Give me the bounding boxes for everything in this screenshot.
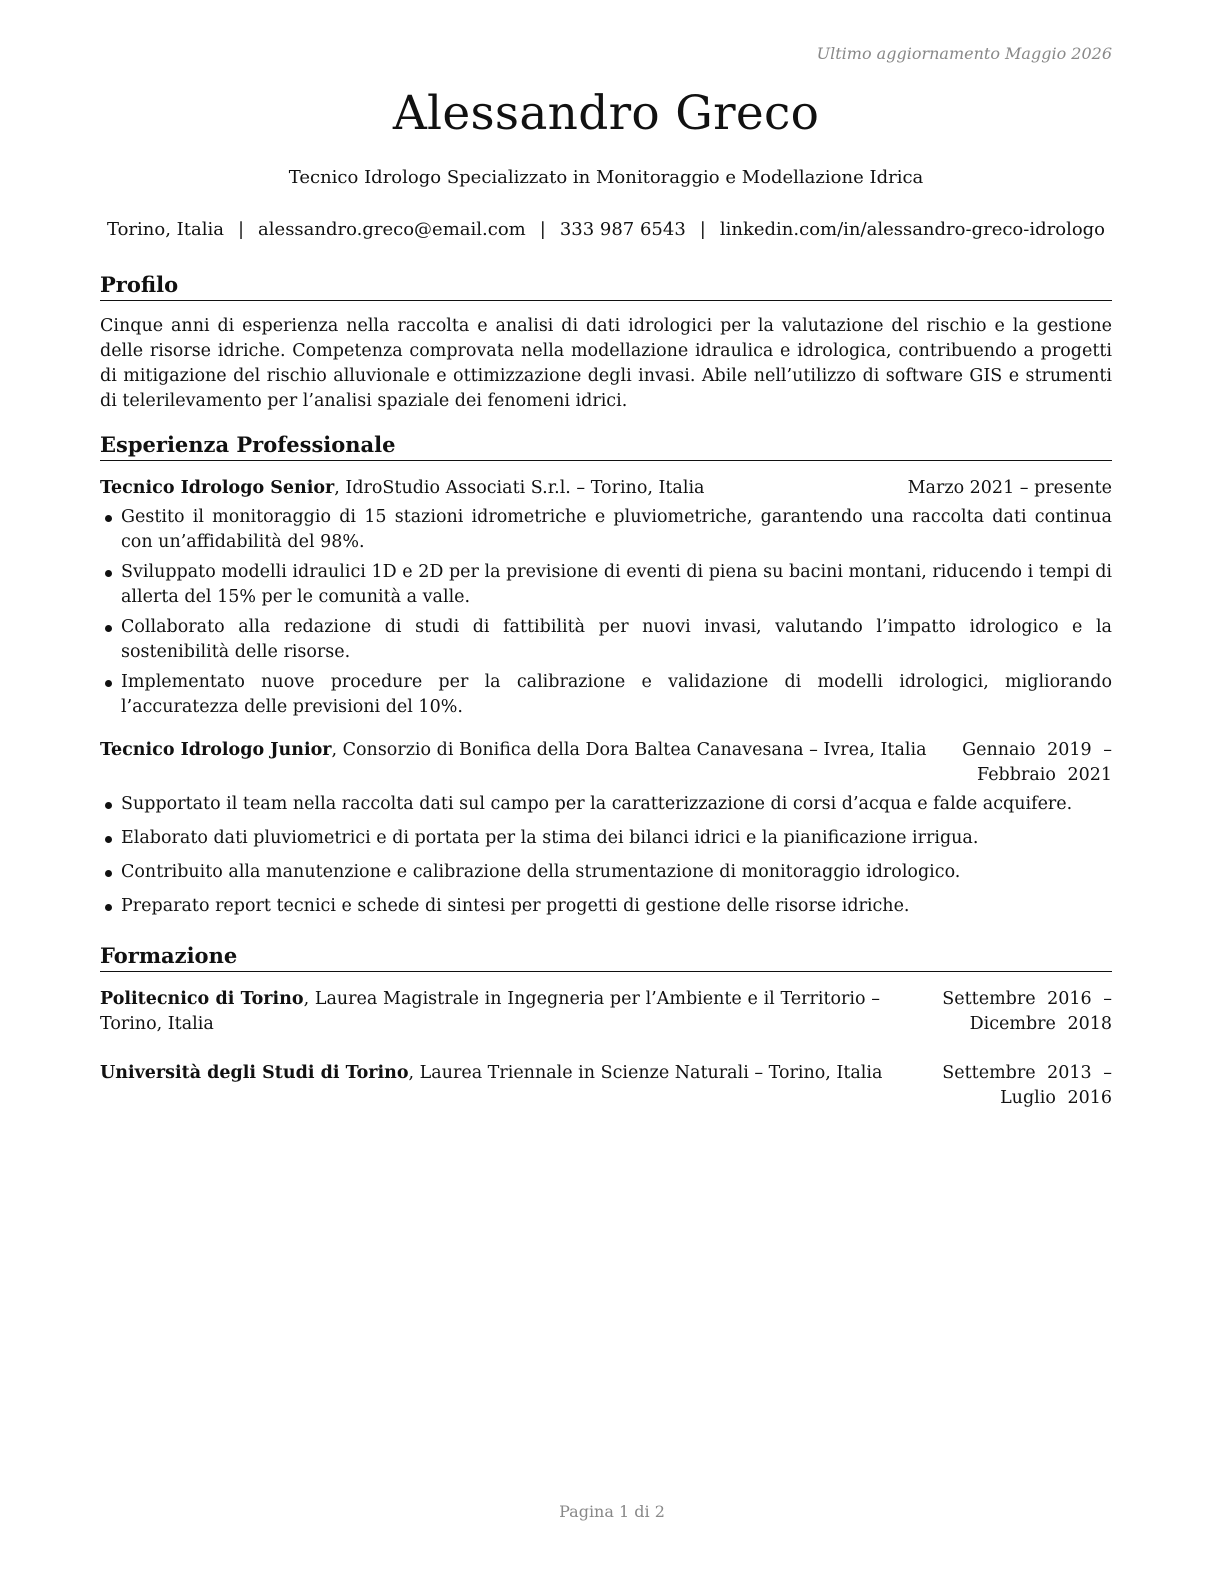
education-degree: , Laurea Triennale in Scienze Naturali – Torino, Italia	[408, 1063, 883, 1083]
education-dates: Settembre 2016 – Dicembre 2018	[942, 989, 1112, 1034]
contact-separator: |	[539, 219, 546, 240]
page-number: Pagina 1 di 2	[559, 1502, 665, 1521]
profile-section	[100, 271, 1112, 414]
list-item: Supportato il team nella raccolta dati sul campo per la caratterizzazione di corsi d’acqua e falde acquifere.	[100, 792, 1112, 817]
job-dates: Marzo 2021 – presente	[907, 478, 1112, 498]
contact-email[interactable]: alessandro.greco@email.com	[258, 219, 526, 240]
job-employer: , Consorzio di Bonifica della Dora Baltea Canavesana – Ivrea, Italia	[331, 740, 927, 760]
contact-phone[interactable]: 333 987 6543	[559, 219, 686, 240]
last-updated-note: Ultimo aggiornamento Maggio 2026	[816, 44, 1112, 63]
education-section	[100, 942, 1112, 1111]
education-title-line	[100, 1061, 882, 1086]
list-item: Elaborato dati pluviometrici e di portata per la stima dei bilanci idrici e la pianificazione irrigua.	[100, 826, 1112, 851]
education-dates: Settembre 2013 – Luglio 2016	[942, 1063, 1112, 1108]
job-title-line	[100, 476, 705, 501]
job-bullets	[100, 505, 1112, 720]
list-item: Implementato nuove procedure per la calibrazione e validazione di modelli idrologici, migliorando l’accuratezza delle previsioni del 10%.	[100, 670, 1112, 720]
list-item: Contribuito alla manutenzione e calibrazione della strumentazione di monitoraggio idrologico.	[100, 860, 1112, 885]
contact-line	[100, 219, 1112, 240]
education-entry	[100, 987, 1112, 1037]
section-title-experience: Esperienza Professionale	[100, 431, 1112, 461]
contact-separator: |	[237, 219, 245, 240]
job-employer: , IdroStudio Associati S.r.l. – Torino, Italia	[334, 478, 705, 498]
candidate-subtitle: Tecnico Idrologo Specializzato in Monitoraggio e Modellazione Idrica	[288, 167, 924, 188]
resume-page	[100, 0, 1112, 1584]
candidate-name: Alessandro Greco	[392, 86, 820, 141]
job-dates: Gennaio 2019 – Febbraio 2021	[962, 740, 1112, 785]
contact-separator: |	[699, 219, 706, 240]
contact-location: Torino, Italia	[106, 219, 224, 240]
job-bullets	[100, 792, 1112, 919]
profile-text: Cinque anni di esperienza nella raccolta e analisi di dati idrologici per la valutazione del rischio e la gestione delle risorse idriche. Competenza comprovata nella modellazione idraulica e idrologica, contribuendo a progetti di mitigazione del rischio alluvionale e ottimizzazione degli invasi. Abile nell’utilizzo di software GIS e strumenti di telerilevamento per l’analisi spaziale dei fenomeni idrici.	[100, 316, 1112, 411]
list-item: Sviluppato modelli idraulici 1D e 2D per la previsione di eventi di piena su bacini montani, riducendo i tempi di allerta del 15% per le comunità a valle.	[100, 560, 1112, 610]
job-entry	[100, 738, 1112, 919]
job-role: Tecnico Idrologo Junior	[100, 740, 332, 760]
contact-linkedin[interactable]: linkedin.com/in/alessandro-greco-idrologo	[719, 219, 1106, 240]
list-item: Collaborato alla redazione di studi di fattibilità per nuovi invasi, valutando l’impatto idrologico e la sostenibilità delle risorse.	[100, 615, 1112, 665]
education-degree: , Laurea Magistrale in Ingegneria per l’Ambiente e il Territorio – Torino, Italia	[100, 989, 881, 1034]
job-entry	[100, 476, 1112, 720]
list-item: Preparato report tecnici e schede di sintesi per progetti di gestione delle risorse idriche.	[100, 894, 1112, 919]
education-title-line	[100, 987, 880, 1037]
section-title-education: Formazione	[100, 942, 1112, 972]
experience-section	[100, 431, 1112, 928]
education-institution: Università degli Studi di Torino	[100, 1063, 409, 1083]
list-item: Gestito il monitoraggio di 15 stazioni idrometriche e pluviometriche, garantendo una raccolta dati continua con un’affidabilità del 98%.	[100, 505, 1112, 555]
education-entry	[100, 1061, 1112, 1111]
education-institution: Politecnico di Torino	[100, 989, 304, 1009]
job-title-line	[100, 738, 927, 763]
section-title-profile: Profilo	[100, 271, 1112, 301]
job-header	[100, 476, 1112, 501]
job-header	[100, 738, 1112, 788]
job-role: Tecnico Idrologo Senior	[100, 478, 335, 498]
